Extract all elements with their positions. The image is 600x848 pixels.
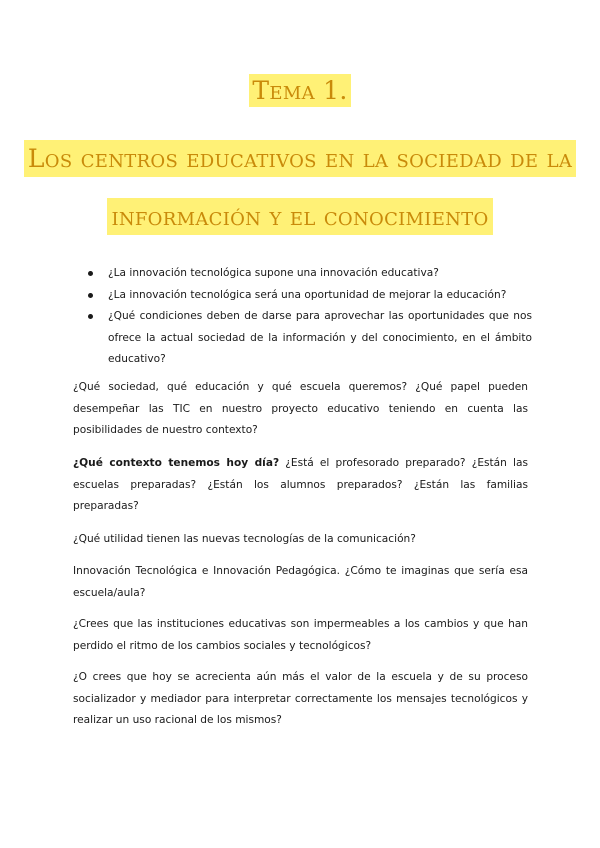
title-line-1: [0, 76, 600, 105]
title-line-2: [0, 140, 600, 177]
bullet-item: ¿La innovación tecnológica supone una innovación educativa?: [84, 263, 532, 285]
question-bullet-list: [84, 263, 532, 371]
title-topic: Tema 1.: [249, 74, 350, 107]
paragraph-context-rest: ¿Está el profesorado preparado? ¿Están las escuelas preparadas? ¿Están los alumnos preparados? ¿Están las familias preparadas?: [73, 457, 528, 512]
bullet-item: ¿La innovación tecnológica será una oportunidad de mejorar la educación?: [84, 285, 532, 307]
paragraph-society: ¿Qué sociedad, qué educación y qué escuela queremos? ¿Qué papel pueden desempeñar las TIC en nuestro proyecto educativo teniendo en cuenta las posibilidades de nuestro contexto?: [73, 381, 528, 436]
paragraph-context-bold: ¿Qué contexto tenemos hoy día?: [73, 457, 280, 469]
bullet-item: ¿Qué condiciones deben de darse para aprovechar las oportunidades que nos ofrece la actual sociedad de la información y del conocimiento, en el ámbito educativo?: [84, 306, 532, 371]
title-main-part1: Los centros educativos en la sociedad de la: [24, 140, 576, 177]
paragraph-institutions: ¿Crees que las instituciones educativas son impermeables a los cambios y que han perdido el ritmo de los cambios sociales y tecnológicos?: [73, 618, 528, 652]
paragraph-utility: ¿Qué utilidad tienen las nuevas tecnologías de la comunicación?: [73, 533, 416, 545]
paragraph-context: [73, 453, 528, 518]
title-line-3: [0, 198, 600, 235]
paragraph-innovation: Innovación Tecnológica e Innovación Pedagógica. ¿Cómo te imaginas que sería esa escuela/aula?: [73, 565, 528, 599]
paragraph-school-value: ¿O crees que hoy se acrecienta aún más el valor de la escuela y de su proceso socializador y mediador para interpretar correctamente los mensajes tecnológicos y realizar un uso racional de los mismos?: [73, 671, 528, 726]
title-main-part2: información y el conocimiento: [107, 198, 492, 235]
